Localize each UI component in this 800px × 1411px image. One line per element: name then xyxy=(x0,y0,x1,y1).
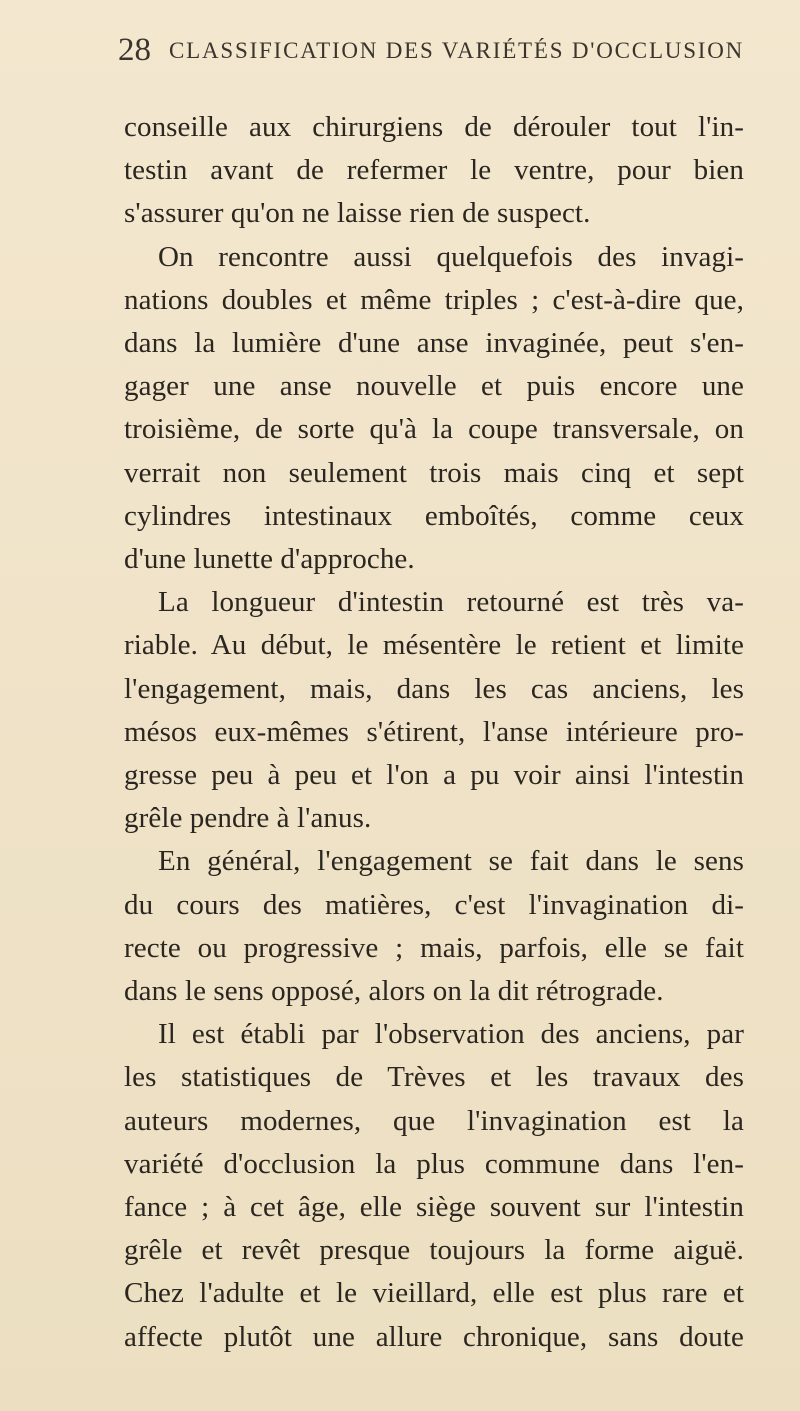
text-line: cylindres intestinaux emboîtés, comme ceux xyxy=(124,499,744,532)
text-line: dans la lumière d'une anse invaginée, peut s'en- xyxy=(124,327,744,360)
page-number: 28 xyxy=(118,32,151,68)
text-line: s'assurer qu'on ne laisse rien de suspect. xyxy=(124,197,591,230)
text-line: grêle pendre à l'anus. xyxy=(124,802,372,835)
text-line: du cours des matières, c'est l'invagination di- xyxy=(124,888,744,921)
text-line: Chez l'adulte et le vieillard, elle est plus rare et xyxy=(124,1277,744,1310)
text-line: conseille aux chirurgiens de dérouler tout l'in- xyxy=(124,111,744,143)
text-line: dans le sens opposé, alors on la dit rétrograde. xyxy=(124,975,664,1008)
body-text xyxy=(124,106,744,1359)
text-line: gager une anse nouvelle et puis encore une xyxy=(124,370,744,403)
text-line: auteurs modernes, que l'invagination est la xyxy=(124,1104,744,1137)
text-line: recte ou progressive ; mais, parfois, elle se fait xyxy=(124,931,744,964)
running-header xyxy=(118,32,745,68)
text-line: nations doubles et même triples ; c'est-à-dire que, xyxy=(124,283,744,316)
text-line: On rencontre aussi quelquefois des invagi- xyxy=(158,240,744,273)
text-line: les statistiques de Trèves et les travaux des xyxy=(124,1061,744,1094)
running-title: CLASSIFICATION DES VARIÉTÉS D'OCCLUSION xyxy=(169,38,745,63)
text-line: La longueur d'intestin retourné est très va- xyxy=(158,586,744,619)
text-line: verrait non seulement trois mais cinq et sept xyxy=(124,456,744,489)
text-line: riable. Au début, le mésentère le retient et limite xyxy=(124,629,744,662)
text-line: testin avant de refermer le ventre, pour bien xyxy=(124,154,744,187)
text-line: d'une lunette d'approche. xyxy=(124,543,415,576)
text-line: fance ; à cet âge, elle siège souvent sur l'intestin xyxy=(124,1191,744,1224)
text-line: variété d'occlusion la plus commune dans l'en- xyxy=(124,1147,744,1180)
text-line: l'engagement, mais, dans les cas anciens, les xyxy=(124,672,744,705)
text-line: troisième, de sorte qu'à la coupe transversale, on xyxy=(124,413,744,446)
text-line: grêle et revêt presque toujours la forme aiguë. xyxy=(124,1234,744,1267)
text-line: En général, l'engagement se fait dans le sens xyxy=(158,845,744,878)
text-line: mésos eux-mêmes s'étirent, l'anse intérieure pro- xyxy=(124,715,744,748)
text-line: affecte plutôt une allure chronique, sans doute xyxy=(124,1320,744,1353)
text-line: gresse peu à peu et l'on a pu voir ainsi l'intestin xyxy=(124,759,744,792)
text-line: Il est établi par l'observation des anciens, par xyxy=(158,1018,744,1051)
